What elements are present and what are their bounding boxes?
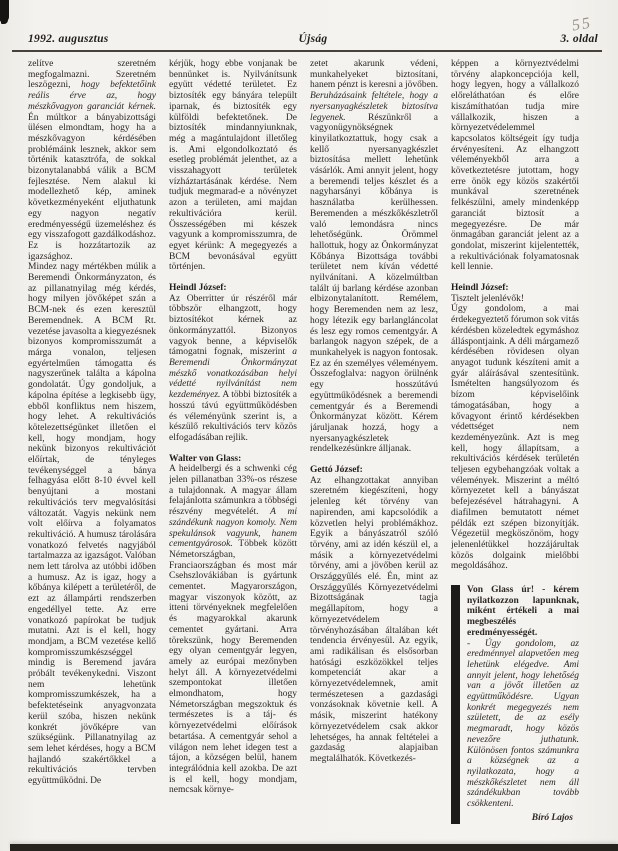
scan-artifact-corner xyxy=(0,0,9,22)
masthead-date: 1992. augusztus xyxy=(28,33,109,45)
text-column-1 xyxy=(28,59,156,839)
author-signature: Bíró Lajos xyxy=(531,812,573,823)
paragraph: zelítve szeretném megfogalmazni. Szeretném leszögezni, hogy befektetőink reális érve az, hogy mészkővagyon garanciát kérnek. Én múltkor a bányabizottsági ülésen elmondtam, hogy ha a mészkővagyon kérdésében problémáink lesznek, akkor sem történik katasztrófa, de sokkal bizonytalanabbá válik a BCM fejlesztése. Nem alakul ki modellezhető kép, aminek következményeként eljuthatunk egy nagyon negatív eredményességű üzemeléshez és egy visszafogott gazdálkodáshoz. Ez is hozzátartozik az igazsághoz. xyxy=(28,59,156,262)
paragraph: Úgy gondolom, a mai érdekegyeztető fórumon sok vitás kérdésben közeledtek egymáshoz álláspontjaink. A déli márgamező kérdésében rövidesen olyan anyagot tudunk készíteni amit a gyár aláírásával szentesítünk. Ismételten hangsúlyozom és bízom képviselőink támogatásában, hogy a kővagyont érintő kérdésekben védettséget nem kezdeményezünk. Azt is meg kell, hogy állapítsam, a rekultivációs kérdések területén teljesen egybehangzóak voltak a vélemények. Miszerint a méltó környezetet kell a bányászat befejezésével hátrahagyni. A diafilmen bemutatott német példák ezt szépen bizonyítják. Végezetül megköszönöm, hogy jelenenlétükkel hozzájárultak közös dolgaink mielőbbi megoldásához. xyxy=(451,304,579,572)
masthead-page-number: 3. oldal xyxy=(560,33,598,45)
speaker-name: Gettó József: xyxy=(310,465,363,476)
text-column-2 xyxy=(169,59,297,839)
speaker-name: Heindl József: xyxy=(169,283,227,294)
paragraph: Az Oberritter úr részéről már többször elhangzott, hogy biztosítékot kérnek az önkormányzattól. Bizonyos vagyok benne, a képviselők támogatni fognak, miszerint a Beremendi Önkormányzat mészkő vonatkozásában helyi védetté nyilvánítást nem kezdeményez. A többi biztosíték a hosszú távú együttműködésben és véleményünk szerint is, a készülő rekultivációs terv közös elfogadásában rejlik. xyxy=(169,293,297,443)
masthead-title: Újság xyxy=(298,33,328,45)
paragraph: zetet akarunk védeni, munkahelyeket biztosítani, hanem pénzt is keresni a jövőben. Beruházásaink feltétele, hogy a nyersanyagkészletek biztosítva legyenek. Részünkről a vagyonügynökségnek kinyilatkoztattuk, hogy csak a kellő nyersanyagkészlet biztosítása mellett lehetünk vásárlók. Ami annyit jelent, hogy a beremendi teljes készlet és a nagyharsányi kőbánya is használatba kerülhessen. Beremenden a mészkőkészletről való lemondásra nincs lehetőségünk. Örömmel hallottuk, hogy az Önkormányzat Kőbánya Bizottsága további területet nem kíván védetté nyilvánítani. A közelmúltban talált új barlang kérdése azonban elbizonytalanított. Remélem, hogy Beremenden nem az lesz, hogy létezik egy barlangláncolat és lesz egy romos cementgyár. A barlangok nagyon szépek, de a munkahelyek is nagyon fontosak. Ez az én személyes véleményem. Összefoglalva: nagyon örülnénk egy hosszútávú együttműködésnek a beremendi cementgyár és a Beremendi Önkormányzat között. Kérem járuljanak hozzá, hogy a nyersanyagkészletek rendelkezésünkre álljanak. xyxy=(310,59,438,455)
paragraph: kérjük, hogy ebbe vonjanak be bennünket is. Nyilvánítsunk együtt védetté területet. Ez biztosíték egy bányára települt iparnak, és biztosíték egy külföldi befektetőnek. De biztosíték mindannyiunknak, még a magántulajdont illetőleg is. Ami elgondolkoztató és esetleg problémát jelenthet, az a visszahagyott területek vízháztartásának kérdése. Nem tudjuk megmarad-e a növényzet azon a területen, ami majdan rekultivációra kerül. Összességében mi készek vagyunk a kompromisszumra, de egyet kérünk: A megegyezés a BCM bevonásával együtt történjen. xyxy=(169,59,297,273)
box-left-black-bar xyxy=(451,585,460,823)
masthead-rule xyxy=(12,50,602,52)
speaker-name: Walter von Glass: xyxy=(169,453,242,464)
text-column-3 xyxy=(310,59,438,839)
interview-question-box xyxy=(451,585,579,823)
paragraph: - Úgy gondolom, az eredménnyel alapvetően meg lehetünk elégedve. Ami annyit jelent, hogy lehetőség van a jövőt illetően az együttműködésre. Ugyan konkrét megegyezés nem született, de az esély megmaradt, hogy közös nevezőre juthatunk. Különösen fontos számunkra a községnek az a nyilatkozata, hogy a mészkőkészletet nem áll szándékukban tovább csökkenteni. xyxy=(467,638,579,810)
paragraph: Mindez nagy mértékben múlik a Beremendi Önkormányzaton, és az pillanatnyilag még kérdés, hogy milyen jövőképet szán a BCM-nek és ezen keresztül Beremendnek. A BCM Rt. vezetése javasolta a kiegyezésnek bizonyos kompromisszumát a márga vonalon, teljesen egyértelműen támogatta és nagyszerűnek találta a kápolna gondolatát. Úgy gondoljuk, a kápolna építése a legkisebb ügy, ebből konfliktus nem hiszem, hogy lehet. A rekultivációs kötelezettségünket illetően el kell, hogy mondjam, hogy nekünk bizonyos rekultivációt előírtak, de tényleges tevékenységgel a bánya felhagyása előtt 8-10 évvel kell benyújtani a mostani rekultivációs terv megvalósítási változatát. Vagyis nekünk nem volt előírva a folyamatos rekultiváció. A humusz tárolására vonatkozó felvetés nagyjából tartalmazza az igazságot. Valóban nem lett tárolva az utóbbi időben a humusz. Az is igaz, hogy a kőbánya kilépett a területéről, de ezt az állampárti rendszerben engedéllyel tette. Az erre vonatkozó papírokat be tudjuk mutatni. Azt is el kell, hogy mondjam, a BCM vezetése kellő kompromisszumkészséggel mindig is Beremend javára próbált tevékenykedni. Viszont nem lehetünk kompromisszumkészek, ha a befektetéseink anyagvonzata kerül szóba, hiszen nekünk konkrét jövőképre van szükségünk. Pillanatnyilag az sem lehet kérdéses, hogy a BCM hajlandó szakértőkkel a rekultivációs tervben együttműködni. De xyxy=(28,262,156,787)
masthead xyxy=(28,33,598,45)
paragraph: A heidelbergi és a schwenki cég jelen pillanatban 33%-os részese a tulajdonnak. A magyar állam felajánlotta számunkra a többségi részvény megvételét. A mi szándékunk nagyon komoly. Nem spekulánsok vagyunk, hanem cementgyárosok. Többek között Németországban, Franciaországban és most már Csehszlovákiában is gyártunk cementet. Magyarországon, magyar viszonyok között, az itteni törvényeknek megfelelően és magyarokkal akarunk cementet gyártani. Arra törekszünk, hogy Beremenden egy olyan cementgyár legyen, amely az európai mezőnyben helyt áll. A környezetvédelmi szempontokat illetően elmondhatom, hogy Németországban megszoktuk és természetes is a táj- és környezetvédelmi előírások betartása. A cementgyár sehol a világon nem lehet idegen test a tájon, a községen belül, hanem integrálódnia kell azokba. De azt is el kell, hogy mondjam, nemcsak környe- xyxy=(169,464,297,796)
paragraph: Tisztelt jelenlévők! xyxy=(451,293,525,304)
speaker-name: Heindl József: xyxy=(451,283,509,294)
bottom-scan-bar xyxy=(10,844,618,851)
box-content xyxy=(467,585,579,823)
text-column-4 xyxy=(451,59,579,839)
handwritten-page-note: 55 xyxy=(570,14,594,35)
paragraph: képpen a környeztvédelmi törvény alapkoncepciója kell, hogy legyen, hogy a vállalkozó előreláthatóan és előre kiszámíthatóan tudja mire vállalkozik, hiszen a környezetvédelemmel kapcsolatos költségeit így tudja érvényesíteni. Az elhangzott véleményekből arra a következtetésre jutottam, hogy erre önök egy közös szakértői munkával szeretnének felkészülni, amely mindenképp garanciát biztosít a megegyezésre. De már önmagában garanciát jelent az a gondolat, miszerint kijelentették, a rekultivációnak folyamatosnak kell lennie. xyxy=(451,59,579,273)
article-columns xyxy=(28,59,579,839)
paragraph: Az elhangzottakat annyiban szeretném kiegészíteni, hogy jelenleg két törvény van napirenden, ami kapcsolódik a közvetlen helyi problémákhoz. Egyik a bányászatról szóló törvény, ami az idén készül el, a másik a környezetvédelmi törvény, ami a jövőben kerül az Országgyűlés elé. Én, mint az Országgyűlés Környezetvédelmi Bizottságának tagja megállapítom, hogy a környezetvédelem törvényhozásában általában két tendencia érvényesül. Az egyik, ami radikálisan és elsősorban hatósági eszközökkel teljes kompetenciát akar a környezetvédelemnek, amit természetesen a gazdasági vonzásoknak követnie kell. A másik, miszerint hatékony környezetvédelem csak akkor lehetséges, ha annak feltételei a gazdaság alapjaiban megtalálhatók. Következés- xyxy=(310,475,438,764)
paragraph: Von Glass úr! - kérem nyilatkozzon lapunknak, miként értékeli a mai megbeszélés eredményességét. xyxy=(467,585,579,638)
